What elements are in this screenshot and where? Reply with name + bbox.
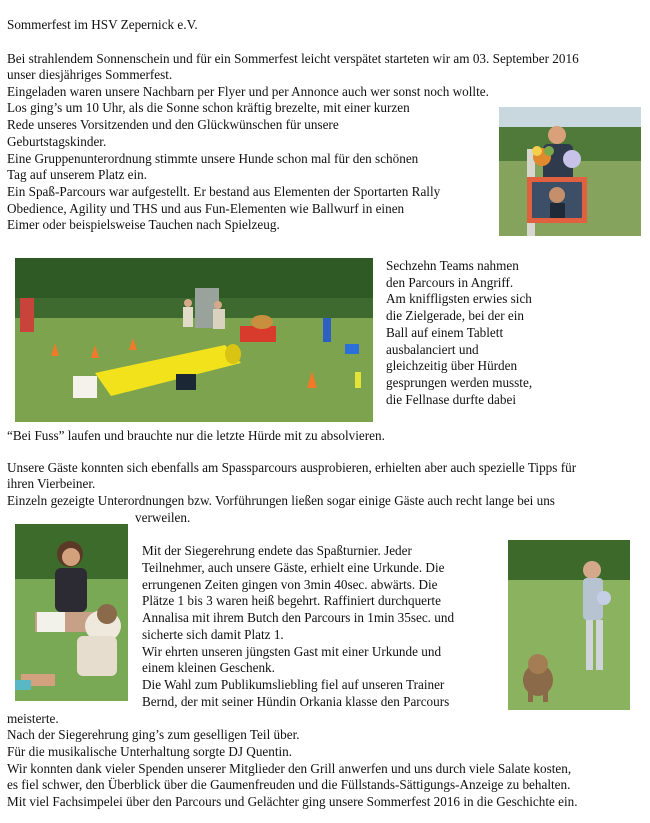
intro-line: unser diesjähriges Sommerfest. (7, 67, 173, 82)
intro-line: Eingeladen waren unsere Nachbarn per Flyer und per Annonce auch wer sonst noch wollte. (7, 84, 489, 99)
closing-line: Mit viel Fachsimpelei über den Parcours und Gelächter ging unsere Sommerfest 2016 in die Geschichte ein. (7, 794, 578, 809)
chairman-photo (499, 107, 641, 236)
parcours-line: “Bei Fuss” laufen und brauchte nur die letzte Hürde mit zu absolvieren. (7, 428, 385, 443)
ceremony-line: sicherte sich damit Platz 1. (142, 627, 284, 642)
ceremony-line: Plätze 1 bis 3 waren heiß begehrt. Raffiniert durchquerte (142, 593, 441, 608)
parcours-line: gesprungen werden musste, (386, 375, 533, 390)
ceremony-line: einem kleinen Geschenk. (142, 660, 275, 675)
parcours-line: Sechzehn Teams nahmen (386, 258, 519, 273)
ceremony-line: Teilnehmer, auch unsere Gäste, erhielt eine Urkunde. Die (142, 560, 445, 575)
intro-line: Geburtstagskinder. (7, 134, 107, 149)
parcours-line: die Zielgerade, bei der ein (386, 308, 525, 323)
guests-line: Unsere Gäste konnten sich ebenfalls am Spassparcours ausprobieren, erhielten aber auch spezielle Tipps für (7, 460, 577, 475)
guests-line: verweilen. (135, 510, 191, 525)
parcours-photo (15, 258, 373, 422)
parcours-line: gleichzeitig über Hürden (386, 358, 518, 373)
parcours-line: ausbalanciert und (386, 342, 479, 357)
ceremony-line: Bernd, der mit seiner Hündin Orkania klasse den Parcours (142, 694, 450, 709)
guests-line: ihren Vierbeiner. (7, 476, 96, 491)
intro-line: Ein Spaß-Parcours war aufgestellt. Er bestand aus Elementen der Sportarten Rally (7, 184, 441, 199)
parcours-line: Ball auf einem Tablett (386, 325, 504, 340)
intro-line: Eine Gruppenunterordnung stimmte unsere Hunde schon mal für den schönen (7, 151, 419, 166)
guests-line: Einzeln gezeigte Unterordnungen bzw. Vorführungen ließen sogar einige Gäste auch recht lange bei uns (7, 493, 555, 508)
winner-photo (15, 524, 128, 701)
intro-line: Obedience, Agility und THS und aus Fun-Elementen wie Ballwurf in einen (7, 201, 405, 216)
closing-line: Nach der Siegerehrung ging’s zum geselligen Teil über. (7, 727, 300, 742)
intro-line: Rede unseres Vorsitzenden und den Glückwünschen für unsere (7, 117, 339, 132)
parcours-line: die Fellnase durfte dabei (386, 392, 516, 407)
ceremony-line: errungenen Zeiten gingen von 3min 40sec. abwärts. Die (142, 577, 438, 592)
ceremony-line: Annalisa mit ihrem Butch den Parcours in 1min 35sec. und (142, 610, 455, 625)
intro-line: Bei strahlendem Sonnenschein und für ein Sommerfest leicht verspätet starteten wir am 03. September 2016 (7, 51, 579, 66)
parcours-line: den Parcours in Angriff. (386, 275, 514, 290)
closing-line: meisterte. (7, 711, 59, 726)
ceremony-line: Die Wahl zum Publikumsliebling fiel auf unseren Trainer (142, 677, 445, 692)
ceremony-line: Wir ehrten unseren jüngsten Gast mit einer Urkunde und (142, 644, 442, 659)
intro-line: Eimer oder beispielsweise Tauchen nach Spielzeug. (7, 217, 280, 232)
page-title: Sommerfest im HSV Zepernick e.V. (7, 17, 198, 32)
youngest-guest-photo (508, 540, 630, 710)
closing-line: Für die musikalische Unterhaltung sorgte DJ Quentin. (7, 744, 293, 759)
ceremony-line: Mit der Siegerehrung endete das Spaßturnier. Jeder (142, 543, 412, 558)
closing-line: Wir konnten dank vieler Spenden unserer Mitglieder den Grill anwerfen und uns durch viele Salate kosten, (7, 761, 572, 776)
parcours-line: Am kniffligsten erwies sich (386, 291, 532, 306)
intro-line: Los ging’s um 10 Uhr, als die Sonne schon kräftig brezelte, mit einer kurzen (7, 100, 410, 115)
intro-line: Tag auf unserem Platz ein. (7, 167, 148, 182)
closing-line: es fiel schwer, den Überblick über die Gaumenfreuden und die Füllstands-Sättigungs-Anzeige zu behalten. (7, 777, 571, 792)
